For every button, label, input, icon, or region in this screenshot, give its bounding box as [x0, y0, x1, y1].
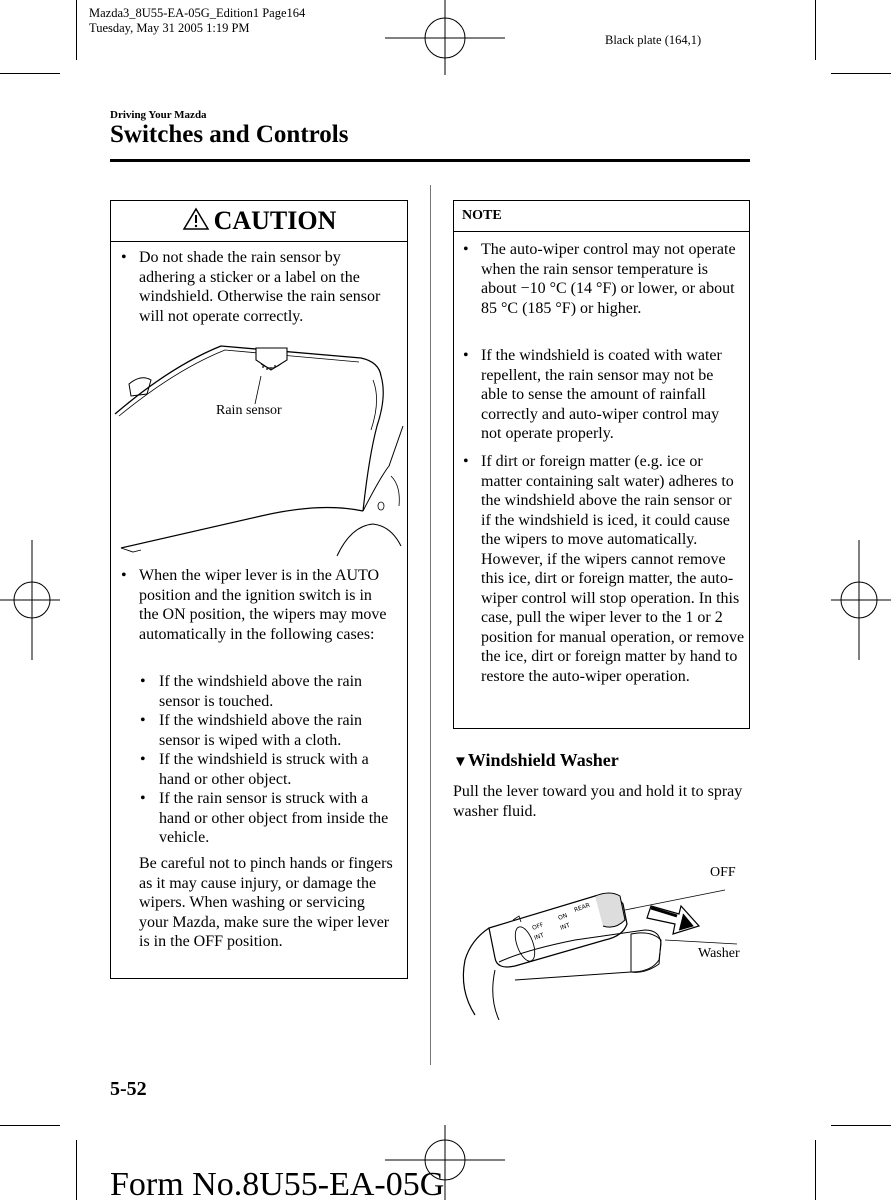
caution-closing: Be careful not to pinch hands or fingers as it may cause injury, or damage the wipers. When washing or servicing your Mazda, make sure the wiper lever is in the OFF position. — [139, 855, 393, 950]
note-item: • If the windshield is coated with water repellent, the rain sensor may not be able to sense the amount of rainfall correctly and auto-wiper control may not operate properly. — [463, 347, 722, 442]
column-divider — [430, 185, 431, 1065]
bullet-icon: • — [463, 241, 469, 258]
triangle-down-icon: ▼ — [453, 754, 468, 770]
caution-sub-item: • If the windshield is struck with a hand or other object. — [140, 751, 369, 788]
registration-mark-icon — [385, 0, 505, 75]
bullet-icon: • — [121, 567, 127, 584]
bullet-icon: • — [463, 347, 469, 364]
note-item: • If dirt or foreign matter (e.g. ice or matter containing salt water) adheres to the windshield above the rain sensor or if the windshield is iced, it could cause the wipers to move automatically. However, if the wipers cannot remove this ice, dirt or foreign matter, the auto-wiper control will stop operation. In this case, pull the wiper lever to the 1 or 2 position for manual operation, or remove the ice, dirt or foreign matter by hand to restore the auto-wiper operation. — [463, 453, 745, 685]
svg-text:INT: INT — [559, 921, 572, 932]
washer-text: Pull the lever toward you and hold it to spray washer fluid. — [453, 783, 743, 820]
page-title: Switches and Controls — [110, 121, 349, 148]
warning-icon — [182, 207, 210, 231]
rain-sensor-illustration — [111, 336, 407, 558]
file-name: Mazda3_8U55-EA-05G_Edition1 Page164 — [89, 6, 306, 20]
svg-text:ON: ON — [557, 912, 569, 922]
note-item: • The auto-wiper control may not operate when the rain sensor temperature is about −10 °C (14 °F) or lower, or about 85 °C (185 °F) or higher. — [463, 241, 736, 317]
caution-bullet-2-text: When the wiper lever is in the AUTO position and the ignition switch is in the ON position, the wipers may move automatically in the following cases: — [139, 567, 387, 643]
note-box — [453, 200, 750, 729]
off-label: OFF — [710, 865, 736, 880]
caution-bullet-1 — [121, 248, 389, 326]
page-number: 5-52 — [110, 1078, 147, 1100]
registration-mark-icon — [0, 540, 60, 660]
svg-text:INT: INT — [533, 931, 546, 942]
print-date: Tuesday, May 31 2005 1:19 PM — [89, 21, 250, 35]
plate-info: Black plate (164,1) — [605, 33, 702, 47]
registration-mark-icon — [831, 540, 891, 660]
caution-sub-item: • If the windshield above the rain sensor is touched. — [140, 673, 363, 710]
note-heading: NOTE — [454, 201, 749, 232]
caution-header — [111, 201, 407, 242]
rain-sensor-label: Rain sensor — [216, 403, 282, 418]
svg-text:REAR: REAR — [573, 901, 591, 914]
section-label: Driving Your Mazda — [110, 109, 207, 121]
caution-sub-item: • If the windshield above the rain sensor is wiped with a cloth. — [140, 712, 363, 749]
caution-box — [110, 200, 408, 979]
caution-heading: CAUTION — [213, 206, 337, 235]
bullet-icon: • — [121, 249, 127, 266]
washer-label: Washer — [698, 946, 740, 961]
caution-sub-item: • If the rain sensor is struck with a hand or other object from inside the vehicle. — [140, 790, 389, 846]
svg-text:OFF: OFF — [531, 921, 545, 932]
file-info — [89, 6, 305, 36]
washer-heading: ▼Windshield Washer — [453, 750, 619, 770]
form-number: Form No.8U55-EA-05G — [110, 1166, 445, 1203]
caution-bullet-2 — [121, 566, 389, 644]
bullet-icon: • — [463, 453, 469, 470]
title-rule — [110, 159, 750, 162]
caution-bullet-1-text: Do not shade the rain sensor by adhering a sticker or a label on the windshield. Otherwise the rain sensor will not operate correctly. — [139, 249, 381, 325]
